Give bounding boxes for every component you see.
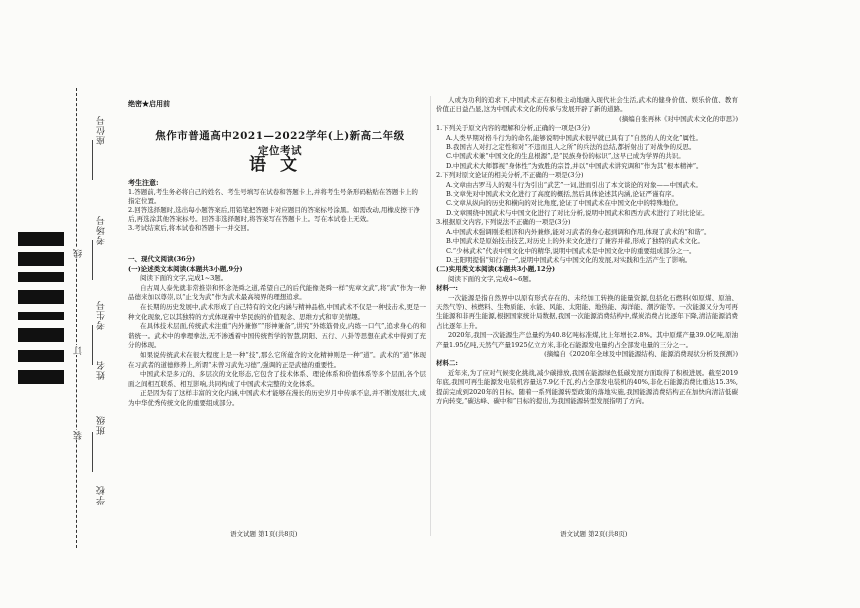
section-heading: (二)实用类文本阅读(本题共3小题,12分) bbox=[436, 265, 556, 274]
black-bar bbox=[18, 232, 64, 246]
cut-mark-seal: 装 bbox=[74, 430, 84, 440]
paragraph: 阅读下面的文字,完成4~6题。 bbox=[448, 274, 536, 283]
question: 1.下列关于原文内容的理解和分析,正确的一项是(3分) bbox=[436, 124, 590, 133]
option: C.中国武术兼“中国文化的生息根源”,是“民族身份的标识”,这早已成为学界的共识。 bbox=[446, 152, 685, 161]
black-bar bbox=[18, 252, 64, 266]
paragraph: 阅读下面的文字,完成1~3题。 bbox=[140, 274, 228, 283]
page-footer-left: 语文试题 第1页(共8页) bbox=[230, 530, 298, 538]
option: D.王阳明提倡“知行合一”,说明中国武术与中国文化的发展,对实践和生活产生了影响。 bbox=[446, 255, 692, 264]
paragraph: 中国武术是多元的、多层次的文化形态,它包含了技术体系、理论体系和价值体系等多个层面,各个层面之间相互联系、相互影响,共同构成了中国武术完整的文化体系。 bbox=[128, 370, 426, 388]
cut-line bbox=[76, 88, 77, 548]
notice-item: 1.答题前,考生务必将自己的姓名、考生号填写在试卷和答题卡上,并将考生号条形码粘贴在答题卡上的指定位置。 bbox=[128, 188, 418, 205]
paragraph: 在具体技术层面,传统武术注重“内外兼修”“形神兼备”,讲究“外练筋骨皮,内练一口气”,追求身心的和谐统一。武术中的拳理拳法,无不渗透着中国传统哲学的智慧,阴阳、五行、八卦等思想在武术中得到了充分的体现。 bbox=[128, 322, 426, 350]
black-bar bbox=[18, 370, 64, 384]
question: 3.根据原文内容,下列说法不正确的一项是(3分) bbox=[436, 218, 571, 227]
section-heading: (一)论述类文本阅读(本题共3小题,9分) bbox=[128, 264, 243, 273]
question: 2.下列对原文论证的相关分析,不正确的一项是(3分) bbox=[436, 171, 584, 180]
black-bar bbox=[18, 328, 64, 342]
option: B.中国武术是原始技击技艺,对历史上的外来文化进行了兼容并蓄,形成了独特的武术文化。 bbox=[446, 237, 704, 246]
secret-mark: 绝密★启用前 bbox=[128, 99, 170, 108]
paragraph: 2020年,我国一次能源生产总量约为40.8亿吨标准煤,比上年增长2.8%。其中原煤产量39.0亿吨,原油产量1.95亿吨,天然气产量1925亿立方米,非化石能源发电量约占全部发电量的三分之一。 bbox=[436, 331, 738, 349]
option: C.“少林武术”代表中国文化中的精华,说明中国武术是中国文化中的重要组成部分之一。 bbox=[446, 246, 696, 255]
paragraph: 如果说传统武术在很大程度上是一种“技”,那么它所蕴含的文化精神则是一种“道”。武术的“道”体现在习武者的道德修养上,所谓“未曾习武先习德”,强调的正是武德的重要性。 bbox=[128, 350, 426, 369]
option: A.中国武术强调刚柔相济和内外兼修,能对习武者的身心起到调和作用,体现了武术的“和谐”。 bbox=[446, 227, 711, 236]
section-heading: 材料二: bbox=[436, 359, 458, 368]
field-class: 班级 bbox=[97, 415, 107, 435]
page-divider bbox=[430, 96, 431, 536]
binding-margin bbox=[0, 0, 112, 608]
source-note: (摘编自《2020年全球及中国能源结构、能源消费现状分析及预测》) bbox=[544, 349, 738, 358]
field-school: 学校 bbox=[97, 485, 107, 505]
paragraph: 近年来,为了应对气候变化挑战,减少碳排放,我国在能源绿色低碳发展方面取得了积极进展。截至2019年底,我国可再生能源发电装机容量达7.9亿千瓦,约占全部发电装机的40%,非化石能源消费比重达15.3%,提前完成到2020年的目标。随着一系列能源转型政策的落地实施,我国能源消费结构正在加快向清洁低碳方向转变,“碳达峰、碳中和”目标的提出,为我国能源转型发展指明了方向。 bbox=[436, 368, 738, 405]
cut-mark-bind: 订 bbox=[74, 345, 84, 355]
option: D.中国武术大师都视“身体性”为致胜的宗旨,并以“中国武术讲究调和”作为其“根本精神”。 bbox=[446, 161, 703, 170]
option: B.文章先对中国武术文化进行了高度的概括,然后具体论述其内涵,论证严谨有序。 bbox=[446, 190, 678, 199]
notice-title: 考生注意: bbox=[128, 178, 159, 187]
right-page-body bbox=[436, 96, 738, 406]
exam-title: 焦作市普通高中2021—2022学年(上)新高二年级定位考试 bbox=[155, 130, 405, 157]
field-room: 考场号 bbox=[97, 215, 107, 245]
field-name: 姓名 bbox=[97, 360, 107, 380]
paragraph: 在长期的历史发展中,武术形成了自己特有的文化内涵与精神品格,中国武术不仅是一种技击术,更是一种文化现象,它以其独特的方式体现着中华民族的价值观念、思维方式和审美情趣。 bbox=[128, 302, 426, 321]
field-blank bbox=[92, 325, 93, 365]
paragraph: 人或为功利的追求下,中国武术正在积极主动地融入现代社会生活,武术的健身价值、娱乐价值、教育价值正日益凸显,这为中国武术文化的传承与发展开辟了新的道路。 bbox=[436, 96, 738, 114]
black-bar bbox=[18, 350, 64, 362]
page-footer-right: 语文试题 第2页(共8页) bbox=[560, 530, 628, 538]
field-blank bbox=[92, 240, 93, 280]
field-blank bbox=[92, 432, 93, 472]
section-heading: 一、现代文阅读(36分) bbox=[128, 255, 196, 263]
option: C.文章从纵向的历史和横向的对比角度,论证了中国武术在中国文化中的特殊地位。 bbox=[446, 199, 683, 208]
option: B.我国古人对打之定性和对“不违而且人之所”的兵法的总结,都折射出了对战争的反思。 bbox=[446, 143, 696, 152]
paragraph: 正是因为有了这样丰富的文化内涵,中国武术才能够在漫长的历史岁月中传承不息,并不断发展壮大,成为中华优秀传统文化的重要组成部分。 bbox=[128, 389, 426, 407]
black-bar bbox=[18, 290, 64, 304]
paragraph: 一次能源是指自然界中以原有形式存在的、未经加工转换的能量资源,包括化石燃料(如原煤、原油、天然气等)、核燃料、生物质能、水能、风能、太阳能、地热能、海洋能、潮汐能等。一次能源又分为可再生能源和非再生能源,根据国家统计局数据,我国一次能源消费结构中,煤炭消费占比逐年下降,清洁能源消费占比逐年上升。 bbox=[436, 293, 738, 330]
notice-item: 2.回答选择题时,选出每小题答案后,用铅笔把答题卡对应题目的答案标号涂黑。如需改动,用橡皮擦干净后,再选涂其他答案标号。回答非选择题时,将答案写在答题卡上。写在本试卷上无效。 bbox=[128, 206, 420, 223]
field-blank bbox=[92, 140, 93, 180]
field-examinee-no: 考生号 bbox=[97, 300, 107, 330]
option: A.人类早期对格斗行为的命名,能够说明中国武术很早就已具有了“自然的人的文化”属性。 bbox=[446, 133, 702, 142]
subject-title: 语文 bbox=[249, 155, 311, 175]
notice-item: 3.考试结束后,将本试卷和答题卡一并交回。 bbox=[128, 224, 254, 232]
field-seat: 座位号 bbox=[97, 115, 107, 145]
paragraph: 自古周人泰先就非常推崇和怀念尧舜之道,希望自己的后代能像尧舜一样“宪章文武”,将“武”作为一种品德来加以尊崇,以“止戈为武”作为武术最高境界的理想追求。 bbox=[128, 283, 426, 302]
option: A.文章由古罗马人的观斗行为引出“武艺”一词,进而引出了本文谈论的对象——中国武术。 bbox=[446, 180, 702, 189]
source-note: (摘编自张再林《对中国武术文化的审思》) bbox=[619, 114, 738, 123]
black-bar bbox=[18, 272, 64, 282]
option: D.文章围绕中国武术与中国文化进行了对比分析,说明中国武术和西方武术进行了对比论证。 bbox=[446, 208, 709, 217]
left-page-body bbox=[128, 255, 426, 409]
section-heading: 材料一: bbox=[436, 284, 458, 293]
notice-list bbox=[128, 188, 424, 233]
black-bar bbox=[18, 312, 64, 320]
cut-mark-line: 线 bbox=[74, 248, 84, 258]
